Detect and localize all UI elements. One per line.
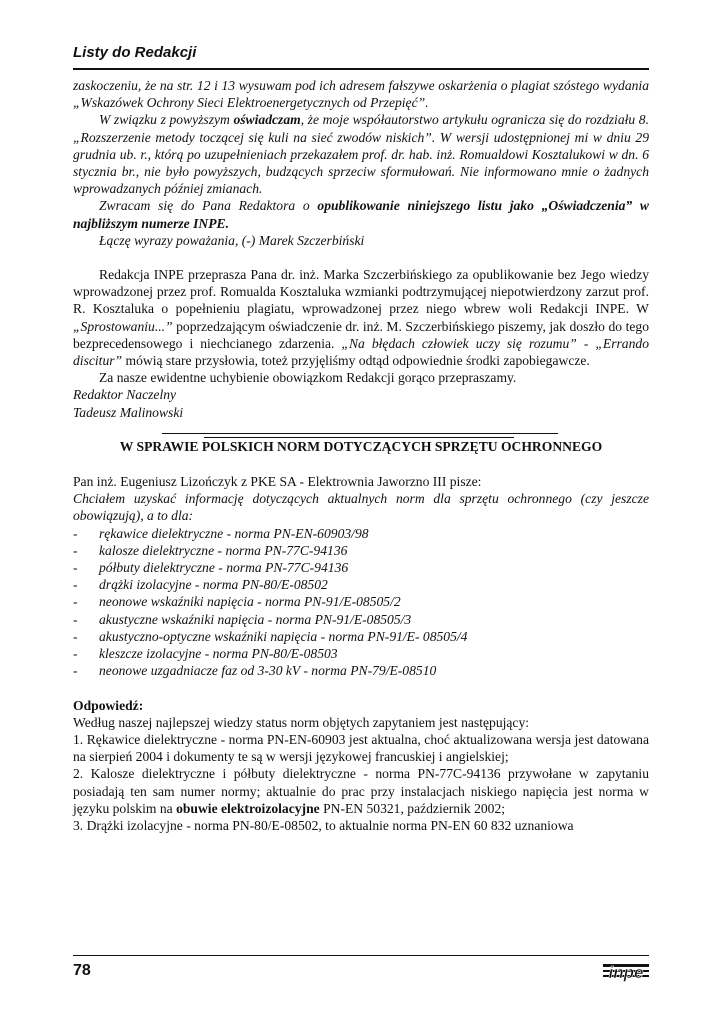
footer-rule [73, 955, 649, 956]
list-item: - akustyczno-optyczne wskaźniki napięcia - norma PN-91/E- 08505/4 [73, 628, 468, 644]
list-item-text: akustyczno-optyczne wskaźniki napięcia - norma PN-91/E- 08505/4 [99, 628, 468, 644]
italic-text-run: „Na błędach człowiek uczy się rozumu” - „Errando discitur” [73, 335, 649, 369]
list-item: - rękawice dielektryczne - norma PN-EN-60903/98 [73, 525, 369, 541]
spacer [73, 455, 649, 473]
section-title: W SPRAWIE POLSKICH NORM DOTYCZĄCYCH SPRZĘTU OCHRONNEGO [119, 438, 603, 454]
answer-item-2 [73, 765, 649, 817]
signature-name: Tadeusz Malinowski [73, 404, 184, 420]
list-item-text: drążki izolacyjne - norma PN-80/E-08502 [99, 577, 328, 593]
running-header: Listy do Redakcji [73, 44, 197, 61]
bold-text-run: obuwie elektroizolacyjne [176, 800, 320, 816]
list-item-text: akustyczne wskaźniki napięcia - norma PN-91/E-08505/3 [99, 611, 412, 627]
list-item: - drążki izolacyjne - norma PN-80/E-08502 [73, 577, 328, 593]
text-run: 2. Kalosze dielektryczne i półbuty dielektryczne - norma PN-77C-94136 przywołane w zapytaniu posiadają ten sam numer normy; aktualnie do prac przy instalacjach niskiego napięcia jest norma w języku polskim na [73, 766, 649, 816]
list-item-text: półbuty dielektryczne - norma PN-77C-94136 [99, 560, 349, 576]
list-item-text: neonowe wskaźniki napięcia - norma PN-91/E-08505/2 [99, 594, 401, 610]
italic-text-run: „Sprostowaniu...” [73, 318, 173, 334]
text-run: , że moje współautorstwo artykułu ogranicza się do rozdziału 8. „Rozszerzenie metody toczącej się kuli na sieć zwodów niskich”. W wersji udostępnionej mi w dniu 29 grudnia ub. r., którą po uzupełnieniach przekazałem prof. dr. hab. inż. Romualdowi Kosztalukowi w dn. 6 stycznia br., nie było powyższych, budzących sprzeciw sformułowań. Nie informowano mnie o żadnych wprowadzanych później zmianach. [73, 112, 649, 197]
answer-item-3: 3. Drążki izolacyjne - norma PN-80/E-08502, to aktualnie norma PN-EN 60 832 uznaniowa [73, 817, 574, 833]
list-item-text: kalosze dielektryczne - norma PN-77C-94136 [99, 542, 348, 558]
signature-role: Redaktor Naczelny [73, 387, 177, 403]
text-run: Zwracam się do Pana Redaktora o [99, 198, 318, 214]
header-rule [73, 68, 649, 70]
text-run: W związku z powyższym [99, 112, 234, 128]
list-item-text: kleszcze izolacyjne - norma PN-80/E-08503 [99, 646, 338, 662]
spacer [73, 680, 649, 697]
list-item: - neonowe wskaźniki napięcia - norma PN-91/E-08505/2 [73, 594, 401, 610]
letter-paragraph-declaration [73, 111, 649, 197]
letter-closing: Łączę wyrazy poważania, (-) Marek Szczerbiński [99, 232, 365, 248]
bold-text-run: oświadczam [233, 112, 301, 128]
apology-closing: Za nasze ewidentne uchybienie obowiązkom Redakcji gorąco przepraszamy. [99, 370, 517, 386]
inpe-logo [603, 960, 649, 982]
list-item: - akustyczne wskaźniki napięcia - norma PN-91/E-08505/3 [73, 611, 412, 627]
standards-list [73, 525, 649, 680]
answer-item-1: 1. Rękawice dielektryczne - norma PN-EN-60903 jest aktualna, choć aktualizowana wersja jest datowana na sierpień 2004 i dokumenty te są w wersji językowej francuskiej i angielskiej; [73, 731, 649, 765]
text-run: PN-EN 50321, październik 2002; [319, 800, 506, 816]
letter-paragraph-request [73, 197, 649, 231]
article-body [73, 77, 649, 834]
letter-continuation: zaskoczeniu, że na str. 12 i 13 wysuwam pod ich adresem fałszywe oskarżenia o plagiat szóstego wydania „Wskazówek Ochrony Sieci Elektroenergetycznych od Przepięć”. [73, 78, 649, 111]
apology-paragraph [73, 266, 649, 369]
text-run: Redakcja INPE przeprasza Pana dr. inż. Marka Szczerbińskiego za opublikowanie bez Jego wiedzy wprowadzonej przez prof. Romualda Kosztaluka wzmianki podtrzymującej niepotwierdzony zarzut prof. R. Kosztaluka o popełnieniu plagiatu, wprowadzonej przez niego wbrew woli Redakcji INPE. W [73, 267, 649, 317]
section-intro: Pan inż. Eugeniusz Lizończyk z PKE SA - Elektrownia Jaworzno III pisze: [73, 474, 482, 490]
answer-intro: Według naszej najlepszej wiedzy status norm objętych zapytaniem jest następujący: [73, 714, 530, 730]
section-question: Chciałem uzyskać informację dotyczących aktualnych norm dla sprzętu ochronnego (czy jeszcze obowiązują), a to dla: [73, 491, 649, 524]
logo-text: inpe [608, 963, 644, 982]
spacer [73, 249, 649, 266]
answer-heading: Odpowiedź: [73, 697, 144, 713]
list-item: - neonowe uzgadniacze faz od 3-30 kV - norma PN-79/E-08510 [73, 663, 437, 679]
page-number: 78 [73, 962, 91, 979]
text-run: mówią stare przysłowia, toteż przyjęliśmy odtąd odpowiednie środki zapobiegawcze. [122, 353, 590, 369]
text-run: poprzedzającym oświadczenie dr. inż. M. Szczerbińskiego piszemy, jak doszło do tego bezprecedensowego i niechcianego zdarzenia. [73, 318, 649, 351]
list-item-text: neonowe uzgadniacze faz od 3-30 kV - norma PN-79/E-08510 [99, 663, 437, 679]
list-item: - kalosze dielektryczne - norma PN-77C-94136 [73, 542, 348, 558]
section-divider-top [162, 433, 558, 434]
list-item: - kleszcze izolacyjne - norma PN-80/E-08503 [73, 646, 338, 662]
bold-text-run: opublikowanie niniejszego listu jako „Oświadczenia” w najbliższym numerze INPE. [73, 198, 649, 231]
list-item: - półbuty dielektryczne - norma PN-77C-94136 [73, 560, 349, 576]
list-item-text: rękawice dielektryczne - norma PN-EN-60903/98 [99, 525, 369, 541]
